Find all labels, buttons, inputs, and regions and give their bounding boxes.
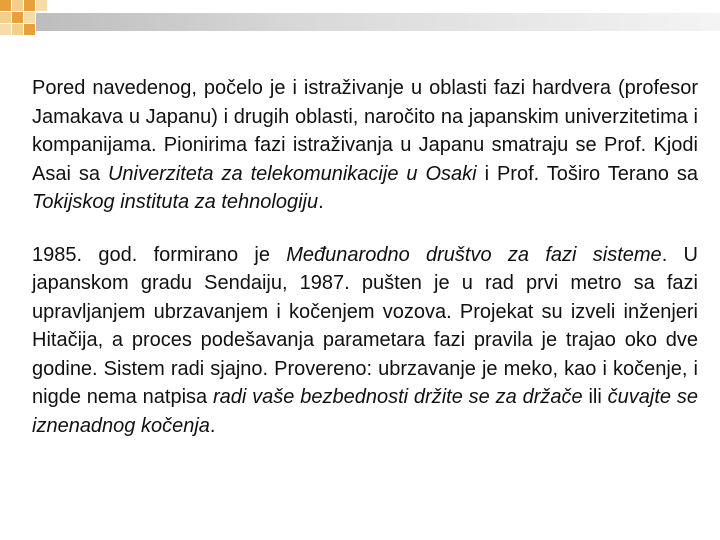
- text-segment-italic: radi vaše bezbednosti držite se za držače: [212, 386, 583, 408]
- text-segment: . U japanskom gradu Sendaiju, 1987. pušten je u rad prvi metro sa fazi upravljanjem ubrzavanjem i kočenjem vozova. Projekat su izveli inženjeri Hitačija, a proces podešavanja parametara fazi pravila je trajao oko dve godine. Sistem radi sjajno. Provereno: ubrzavanje je meko, kao i kočenje, i nigde nema natpisa: [32, 243, 698, 408]
- decor-square: [12, 0, 23, 11]
- decor-square: [24, 24, 35, 35]
- text-segment: ili: [582, 386, 608, 408]
- decor-square: [36, 0, 47, 11]
- text-segment: 1985. god. formirano je: [32, 243, 287, 266]
- text-segment: .: [318, 191, 324, 213]
- text-segment-italic: čuvajte se iznenadnog kočenja: [32, 386, 698, 437]
- text-segment-italic: Tokijskog instituta za tehnologiju: [32, 191, 319, 213]
- decor-square: [24, 12, 35, 23]
- paragraph-2: [32, 241, 698, 441]
- decor-square: [12, 24, 23, 35]
- text-segment-italic: Univerziteta za telekomunikacije u Osaki: [107, 162, 477, 185]
- text-segment: .: [209, 414, 216, 437]
- decor-square: [0, 0, 11, 11]
- header-gradient-bar: [36, 13, 720, 31]
- decor-square: [0, 12, 11, 23]
- decor-square: [0, 24, 11, 35]
- decor-square: [24, 0, 35, 11]
- text-segment-italic: Međunarodno društvo za fazi sisteme: [286, 243, 662, 266]
- decor-square: [12, 12, 23, 23]
- text-segment: Pored navedenog, počelo je i istraživanje u oblasti fazi hardvera (profesor Jamakava u Japanu) i drugih oblasti, naročito na japanskim univerzitetima i kompanijama. Pionirima fazi istraživanja u Japanu smatraju se Prof. Kjodi Asai sa: [32, 77, 698, 185]
- paragraph-1: [32, 74, 698, 217]
- body-text: [32, 74, 698, 464]
- text-segment: i Prof. Toširo Terano sa: [476, 162, 698, 185]
